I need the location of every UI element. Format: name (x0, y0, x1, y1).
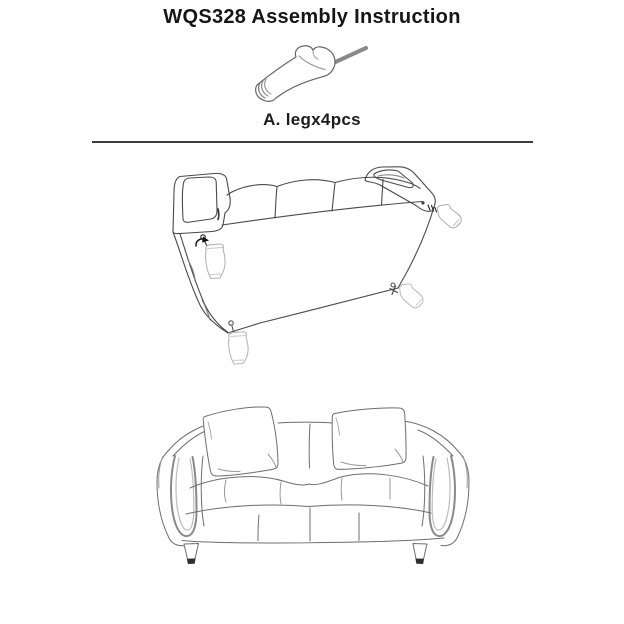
left-pillow (203, 407, 278, 476)
back-cushions (222, 177, 423, 225)
right-arm (422, 451, 469, 546)
front-skirt (182, 508, 444, 543)
leg-bottom-right (390, 283, 423, 308)
leg-foot (416, 559, 424, 564)
left-armrest (173, 173, 230, 233)
front-legs (184, 544, 427, 564)
section-divider (92, 141, 533, 143)
left-arm (157, 451, 204, 546)
right-pillow (332, 408, 406, 470)
assembled-sofa-figure (128, 396, 498, 574)
right-armrest (365, 167, 435, 211)
page-title: WQS328 Assembly Instruction (163, 6, 461, 28)
leg-part-figure (243, 38, 383, 110)
screw-icon (331, 48, 366, 64)
seat-cushions (186, 474, 431, 514)
leg-foot (188, 559, 196, 564)
part-label: A. legx4pcs (263, 110, 361, 129)
leg-installation-figure (150, 155, 480, 377)
leg-icon (256, 46, 335, 102)
leg-top-left (196, 235, 225, 279)
leg-top-right (421, 201, 461, 227)
